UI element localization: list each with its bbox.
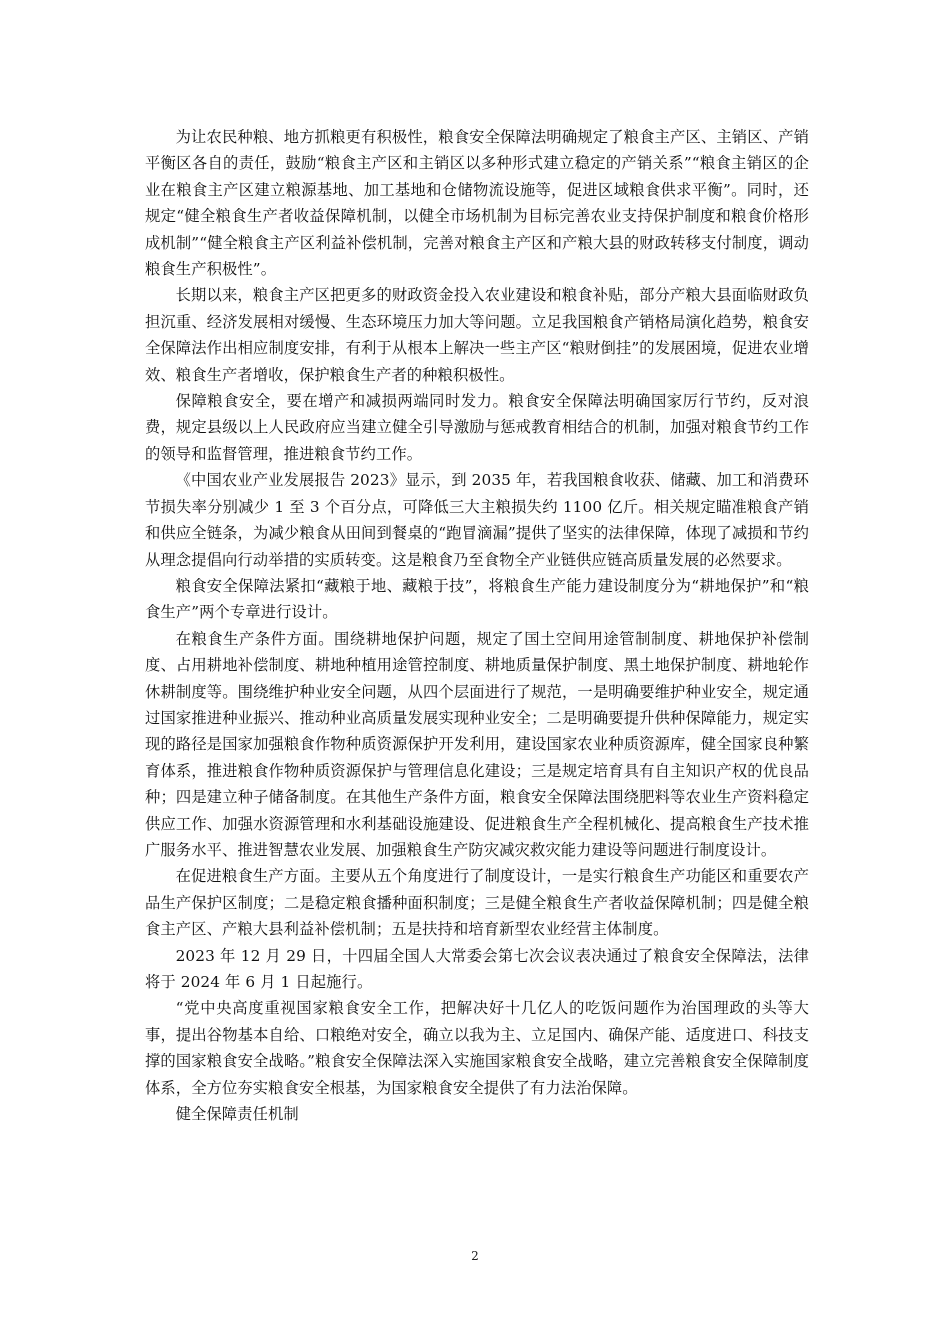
paragraph-6: 在粮食生产条件方面。围绕耕地保护问题，规定了国土空间用途管制制度、耕地保护补偿制度、占用耕地补偿制度、耕地种植用途管控制度、耕地质量保护制度、黑土地保护制度、耕地轮作休耕制度等。围绕维护种业安全问题，从四个层面进行了规范，一是明确要维护种业安全，规定通过国家推进种业振兴、推动种业高质量发展实现种业安全；二是明确要提升供种保障能力，规定实现的路径是国家加强粮食作物种质资源保护开发利用，建设国家农业种质资源库，健全国家良种繁育体系，推进粮食作物种质资源保护与管理信息化建设；三是规定培育具有自主知识产权的优良品种；四是建立种子储备制度。在其他生产条件方面，粮食安全保障法围绕肥料等农业生产资料稳定供应工作、加强水资源管理和水利基础设施建设、促进粮食生产全程机械化、提高粮食生产技术推广服务水平、推进智慧农业发展、加强粮食生产防灾减灾救灾能力建设等问题进行制度设计。 [145, 629, 809, 859]
paragraph-8: 2023 年 12 月 29 日，十四届全国人大常委会第七次会议表决通过了粮食安全保障法，法律将于 2024 年 6 月 1 日起施行。 [145, 946, 809, 991]
paragraph-4: 《中国农业产业发展报告 2023》显示，到 2035 年，若我国粮食收获、储藏、加工和消费环节损失率分别减少 1 至 3 个百分点，可降低三大主粮损失约 1100 亿斤。相关规定瞄准粮食产销和供应全链条，为减少粮食从田间到餐桌的“跑冒滴漏”提供了坚实的法律保障，体现了减损和节约从理念提倡向行动举措的实质转变。这是粮食乃至食物全产业链供应链高质量发展的必然要求。 [145, 471, 809, 569]
section-heading: 健全保障责任机制 [175, 1105, 299, 1124]
paragraph-9: “党中央高度重视国家粮食安全工作，把解决好十几亿人的吃饭问题作为治国理政的头等大事，提出谷物基本自给、口粮绝对安全，确立以我为主、立足国内、确保产能、适度进口、科技支撑的国家粮食安全战略。”粮食安全保障法深入实施国家粮食安全战略，建立完善粮食安全保障制度体系，全方位夯实粮食安全根基，为国家粮食安全提供了有力法治保障。 [145, 999, 809, 1097]
page-number: 2 [471, 1249, 479, 1263]
paragraph-2: 长期以来，粮食主产区把更多的财政资金投入农业建设和粮食补贴，部分产粮大县面临财政负担沉重、经济发展相对缓慢、生态环境压力加大等问题。立足我国粮食产销格局演化趋势，粮食安全保障法作出相应制度安排，有利于从根本上解决一些主产区“粮财倒挂”的发展困境，促进农业增效、粮食生产者增收，保护粮食生产者的种粮积极性。 [145, 286, 809, 384]
paragraph-5: 粮食安全保障法紧扣“藏粮于地、藏粮于技”，将粮食生产能力建设制度分为“耕地保护”和“粮食生产”两个专章进行设计。 [145, 576, 809, 622]
document-body [145, 124, 809, 1127]
paragraph-7: 在促进粮食生产方面。主要从五个角度进行了制度设计，一是实行粮食生产功能区和重要农产品生产保护区制度；二是稳定粮食播种面积制度；三是健全粮食生产者收益保障机制；四是健全粮食主产区、产粮大县利益补偿机制；五是扶持和培育新型农业经营主体制度。 [145, 867, 809, 939]
paragraph-3: 保障粮食安全，要在增产和减损两端同时发力。粮食安全保障法明确国家厉行节约，反对浪费，规定县级以上人民政府应当建立健全引导激励与惩戒教育相结合的机制，加强对粮食节约工作的领导和监督管理，推进粮食节约工作。 [145, 392, 809, 463]
paragraph-1: 为让农民种粮、地方抓粮更有积极性，粮食安全保障法明确规定了粮食主产区、主销区、产销平衡区各自的责任，鼓励“粮食主产区和主销区以多种形式建立稳定的产销关系”“粮食主销区的企业在粮食主产区建立粮源基地、加工基地和仓储物流设施等，促进区域粮食供求平衡”。同时，还规定“健全粮食生产者收益保障机制，以健全市场机制为目标完善农业支持保护制度和粮食价格形成机制”“健全粮食主产区利益补偿机制，完善对粮食主产区和产粮大县的财政转移支付制度，调动粮食生产积极性”。 [145, 128, 809, 279]
